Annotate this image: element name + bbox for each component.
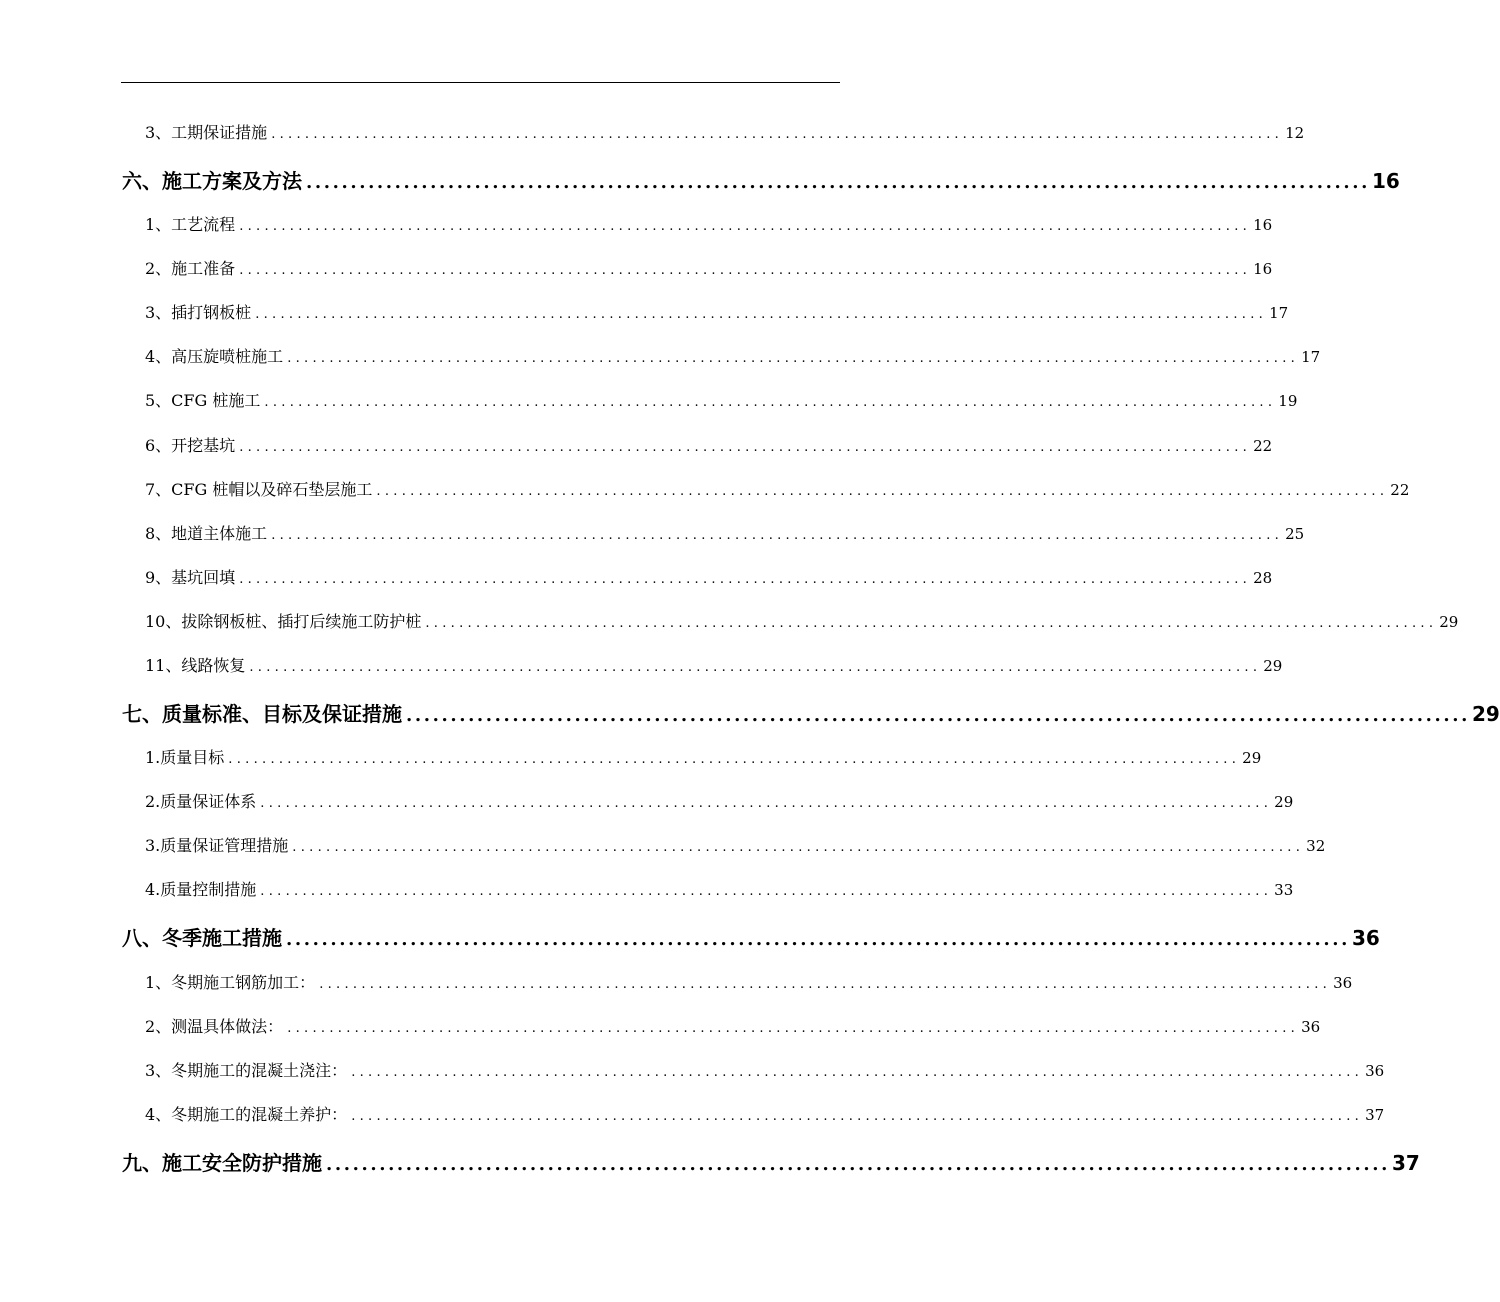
- toc-dot-leader: ........................................................................................................................: [306, 172, 1370, 193]
- toc-entry-title: 4、冬期施工的混凝土养护：: [145, 1105, 348, 1124]
- toc-entry[interactable]: [145, 877, 1294, 903]
- toc-dot-leader: ........................................................................................................................: [319, 977, 1332, 992]
- toc-entry-page: 16: [1253, 260, 1273, 278]
- toc-dot-leader: ........................................................................................................................: [264, 395, 1277, 410]
- toc-entry-title: 3、插打钢板桩: [145, 303, 252, 322]
- toc-dot-leader: ........................................................................................................................: [271, 127, 1284, 142]
- toc-entry-page: 36: [1333, 974, 1353, 992]
- toc-entry[interactable]: [145, 1014, 1321, 1040]
- toc-entry[interactable]: [145, 653, 1283, 679]
- toc-entry-page: 32: [1306, 837, 1326, 855]
- toc-entry-title: 3.质量保证管理措施: [145, 836, 289, 855]
- toc-dot-leader: ........................................................................................................................: [406, 705, 1470, 726]
- toc-entry-page: 37: [1365, 1106, 1385, 1124]
- toc-entry-title: 七、质量标准、目标及保证措施: [122, 702, 402, 726]
- toc-entry-title: 3、冬期施工的混凝土浇注：: [145, 1061, 348, 1080]
- toc-dot-leader: ........................................................................................................................: [286, 929, 1350, 950]
- toc-dot-leader: ........................................................................................................................: [239, 219, 1252, 234]
- toc-entry-title: 2.质量保证体系: [145, 792, 257, 811]
- toc-entry-title: 八、冬季施工措施: [122, 926, 282, 950]
- toc-entry-page: 19: [1278, 392, 1298, 410]
- toc-entry[interactable]: [145, 212, 1273, 238]
- toc-entry-title: 六、施工方案及方法: [122, 169, 302, 193]
- toc-entry[interactable]: [145, 1102, 1385, 1128]
- toc-entry-page: 37: [1392, 1151, 1420, 1175]
- toc-entry-title: 1、工艺流程: [145, 215, 236, 234]
- toc-entry-page: 25: [1285, 525, 1305, 543]
- toc-entry[interactable]: [145, 433, 1273, 459]
- toc-entry[interactable]: [122, 1147, 1420, 1177]
- toc-entry[interactable]: [122, 165, 1400, 195]
- toc-entry[interactable]: [145, 120, 1305, 146]
- toc-entry[interactable]: [122, 698, 1500, 728]
- toc-entry-title: 6、开挖基坑: [145, 436, 236, 455]
- toc-dot-leader: ........................................................................................................................: [260, 796, 1273, 811]
- toc-dot-leader: ........................................................................................................................: [425, 616, 1438, 631]
- toc-entry-page: 36: [1365, 1062, 1385, 1080]
- toc-dot-leader: ........................................................................................................................: [255, 307, 1268, 322]
- toc-entry[interactable]: [145, 256, 1273, 282]
- toc-entry-title: 5、CFG 桩施工: [145, 391, 261, 410]
- toc-entry-title: 1、冬期施工钢筋加工：: [145, 973, 316, 992]
- toc-dot-leader: ........................................................................................................................: [351, 1109, 1364, 1124]
- toc-entry-title: 1.质量目标: [145, 748, 225, 767]
- toc-entry-title: 4.质量控制措施: [145, 880, 257, 899]
- toc-entry-page: 29: [1263, 657, 1283, 675]
- toc-entry-page: 12: [1285, 124, 1305, 142]
- toc-entry[interactable]: [145, 477, 1410, 503]
- toc-entry-title: 2、施工准备: [145, 259, 236, 278]
- toc-entry-page: 17: [1269, 304, 1289, 322]
- toc-entry-page: 17: [1301, 348, 1321, 366]
- toc-entry-page: 22: [1390, 481, 1410, 499]
- toc-entry[interactable]: [145, 521, 1305, 547]
- toc-entry-page: 29: [1472, 702, 1500, 726]
- toc-dot-leader: ........................................................................................................................: [271, 528, 1284, 543]
- toc-entry[interactable]: [145, 388, 1298, 414]
- toc-entry-title: 九、施工安全防护措施: [122, 1151, 322, 1175]
- toc-entry-page: 29: [1274, 793, 1294, 811]
- toc-entry[interactable]: [145, 344, 1321, 370]
- toc-dot-leader: ........................................................................................................................: [228, 752, 1241, 767]
- toc-entry[interactable]: [122, 922, 1380, 952]
- toc-dot-leader: ........................................................................................................................: [287, 1021, 1300, 1036]
- toc-entry[interactable]: [145, 970, 1353, 996]
- toc-dot-leader: ........................................................................................................................: [351, 1065, 1364, 1080]
- toc-dot-leader: ........................................................................................................................: [326, 1154, 1390, 1175]
- toc-dot-leader: ........................................................................................................................: [239, 572, 1252, 587]
- toc-entry[interactable]: [145, 565, 1273, 591]
- toc-entry-page: 36: [1301, 1018, 1321, 1036]
- toc-entry-title: 8、地道主体施工: [145, 524, 268, 543]
- toc-entry-page: 29: [1242, 749, 1262, 767]
- toc-dot-leader: ........................................................................................................................: [292, 840, 1305, 855]
- toc-entry-title: 4、高压旋喷桩施工: [145, 347, 284, 366]
- toc-entry-page: 16: [1253, 216, 1273, 234]
- toc-entry-title: 2、测温具体做法：: [145, 1017, 284, 1036]
- toc-entry-page: 29: [1439, 613, 1459, 631]
- toc-entry[interactable]: [145, 300, 1289, 326]
- toc-entry[interactable]: [145, 745, 1262, 771]
- toc-dot-leader: ........................................................................................................................: [249, 660, 1262, 675]
- toc-entry-title: 3、工期保证措施: [145, 123, 268, 142]
- toc-dot-leader: ........................................................................................................................: [239, 440, 1252, 455]
- toc-entry-page: 16: [1372, 169, 1400, 193]
- toc-entry-page: 22: [1253, 437, 1273, 455]
- toc-entry-title: 11、线路恢复: [145, 656, 246, 675]
- toc-dot-leader: ........................................................................................................................: [260, 884, 1273, 899]
- toc-entry[interactable]: [145, 833, 1326, 859]
- toc-entry[interactable]: [145, 1058, 1385, 1084]
- toc-dot-leader: ........................................................................................................................: [376, 484, 1389, 499]
- toc-entry-page: 28: [1253, 569, 1273, 587]
- toc-entry-page: 33: [1274, 881, 1294, 899]
- toc-dot-leader: ........................................................................................................................: [287, 351, 1300, 366]
- toc-entry-title: 10、拔除钢板桩、插打后续施工防护桩: [145, 612, 422, 631]
- toc-entry-page: 36: [1352, 926, 1380, 950]
- toc-dot-leader: ........................................................................................................................: [239, 263, 1252, 278]
- toc-entry-title: 9、基坑回填: [145, 568, 236, 587]
- toc-entry-title: 7、CFG 桩帽以及碎石垫层施工: [145, 480, 373, 499]
- toc-entry[interactable]: [145, 789, 1294, 815]
- toc-entry[interactable]: [145, 609, 1459, 635]
